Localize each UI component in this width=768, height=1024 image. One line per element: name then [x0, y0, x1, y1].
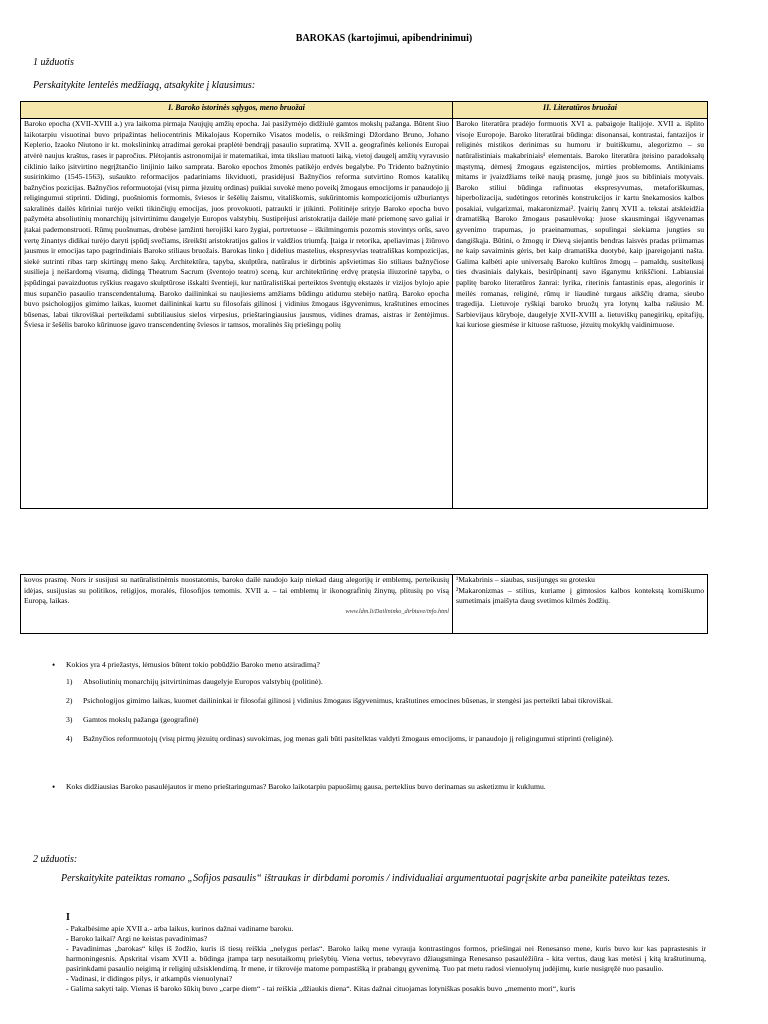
task1-instruction: Perskaitykite lentelės medžiagą, atsakykite į klausimus: — [33, 80, 256, 91]
excerpt-line: - Vadinasi, ir didingos pilys, ir atkampūs vienuolynai? — [66, 974, 233, 983]
footnote-1: ¹Makabrinis – siaubas, susijungęs su grotesku — [456, 575, 595, 584]
section-heading: I — [66, 912, 70, 923]
task1-label: 1 užduotis — [33, 57, 74, 68]
questions-list — [66, 660, 706, 670]
page-title: BAROKAS (kartojimui, apibendrinimui) — [295, 33, 473, 44]
answer-text: Psichologijos gimimo laikas, kuomet dailininkai ir filosofai gilinosi į vidinius žmogaus išgyvenimus, kraštutines emocines būsenas, ir stengėsi jas perteikti labai tikroviškai. — [83, 696, 613, 705]
answer-number: 4) — [66, 734, 73, 743]
answer-4 — [66, 734, 706, 744]
excerpt-line: - Pakalbėsime apie XVII a.- arba laikus, kurinos dažnai vadiname baroku. — [66, 924, 294, 933]
source-link[interactable]: www.ldm.lt/Dailininko_dirbtuve/info.html — [345, 607, 449, 615]
answer-number: 2) — [66, 696, 73, 705]
task2-instruction: Perskaitykite pateiktas romano „Sofijos pasaulis“ ištraukas ir dirbdami poromis / individualiai argumentuotai pagrįskite arba paneikite pateiktas tezes. — [61, 873, 671, 884]
questions-list-2 — [66, 782, 706, 792]
question-2: • Koks didžiausias Baroko pasaulėjautos ir meno prieštaringumas? Baroko laikotarpiu papuošimų gausa, perteklius buvo derinamas su asketizmu ir kuklumu. — [66, 782, 706, 792]
answer-text: Gamtos mokslų pažanga (geografinė) — [83, 715, 199, 724]
question-1: • Kokios yra 4 priežastys, lėmusios būtent tokio pobūdžio Baroko meno atsiradimą? — [66, 660, 706, 670]
col1-text: Baroko epocha (XVII-XVIII a.) yra laikoma pirmaja Naujųjų amžių epocha. Jai pasižymėjo didžiulė gamtos mokslų pažanga. Būtent šiuo laikotarpiu visuotinai buvo pripažintas heliocentrinis Mikalojaus Koperniko Visatos modelis, o reikšmingi Džordano Bruno, Johano Keplerio, Izaoko Niutono ir kt. mokslininkų atradimai gerokai praplėtė bendrąjį pasaulio supratimą. XVII a. geografinės kelionės Europai atvėrė naujus kraštus, rases ir papročius. Plėtojantis astronomijai ir matematikai, imta tiksliau matuoti laiką, vietoj daugelį amžių vyravusio ciklinio laiko įsitvirtino negrįžtančio linijinio laiko samprata. Baroko epochos žmonės patikėjo erdvės begalybe. Po Tridento bažnytinio susirinkimo (1545-1563), sušaukto reformacijos padariniams likviduoti, prasidėjusi Bažnyčios reforma sutvirtino Romos katalikų bažnyčios pozicijas. Bažnyčios reformuotojai (visų pirma jėzuitų ordinas) puikiai suvokė meno poveikį žmogaus emocijoms ir panaudojo jį religingumui stiprinti. Didingi, puošniomis formomis, šviesos ir šešėlių žaismu, vitališkomis, sukūrintomis kompozicijomis užburiantys sakralinės dailės kūriniai turėjo veikti tikinčiųjų emocijas, juos provokuoti, patraukti ir įtikinti. Politinėje srityje Baroko epocha buvo pažymėta absoliutinių monarchijų įsitvirtinimu daugelyje Europos valstybių. Sustiprėjusi aristokratija dailėje matė priemonę savo galiai ir įtakai pademonstruoti. Rūmų puošnumas, drobėse įamžinti herojiški karo žygiai, portretuose – iškilmingomis pozomis stovintys orūs, savo vertę žinantys didikai turėjo daryti įspūdį svečiams, išreikšti aristokratijos galios ir valdžios triumfą. Įtaiga ir retorika, apeliavimas į žiūrovo jausmus ir emocijas tapo pagrindiniais Baroko stiliaus bruožais. Barokas linko į didelius mastelius, ekspresyvias teatrališkas kompozicijas, siekė sutrinti ribas tarp skirtingų meno šakų. Architektūra, tapyba, skulptūra, natūralus ir dirbtinis apšvietimas šio stiliaus bažnyčiose susilieja į neišardomą visumą, didingą Theatrum Sacrum (šventojo teatro) sceną, kur architektūrinę erdvę pratęsia iliuzorinė tapyba, o įspūdingai pavaizduotus ryškius reagavo skulptūrose išskalti šventieji, kur natūralistiškai perteiktos šventųjų ekstazės ir vizijos bylojo apie mus supančio pasaulio transcendentalumą. Baroko dailininkai su naujiesiems amžiams būdingu atidumu stebėjo natūrą. Baroko epocha buvo psichologijos gimimo laikas, kuomet dailininkai kartu su filosofais gilinosi į vidinius žmogaus išgyvenimus, kraštutines emocines būsenas, labai tikroviškai perteikdami subtiliausius sielos virpesius, prieštaringiausius jausmus, vidines dramas, aistras ir žentėjimus. Šviesa ir šešėlis baroko kūrinuose įgavo transcendentinę šviesos ir tamsos, moralinės šių priešingų polių — [24, 119, 449, 330]
answer-number: 3) — [66, 715, 73, 724]
answer-2 — [66, 696, 706, 706]
col2-text: Baroko literatūra pradėjo formuotis XVI a. pabaigoje Italijoje. XVII a. išplito visoje Europoje. Baroko literatūrai būdinga: disonansai, kontrastai, fantazijos ir religinės mistikos derinimas su humoru ir buitiškumu, alegorizmo – su natūralistiniais makabriniais¹ elementais. Baroko literatūra įteisino paradoksalų mąstymą, dėmesį žmogaus egzistencijos, mirties problemoms. Antikiniams mitams ir įvaizdžiams teikė naują prasmę, jungė juos su bibliniais motyvais. Baroko stiliui būdinga rafinuotas ekspresyvumas, metaforiškumas, hiperbolizacija, sudėtingos retorinės konstrukcijos ir kartu šnekamosios kalbos posakiai, vulgarizmai, makaronizmai². Įvairių žanrų XVII a. tekstai atskleidžia dramatišką Baroko žmogaus pasaulėvoką: juose skausmingai išgyvenamas gyvenimo trapumas, jo praeinamumas, sopulingai siekiama jungties su dangiškąja. Būtini, o žmogų ir Dievą siejantis bendras laisvės pradas priimamas ne kaip savaiminis gėris, bet kaip dramatiška duotybė, kaip įpareigojanti našta. Galima kalbėti apie universalų Baroko kultūros žmogų – pamaldų, susitelkusį ties dvasiniais dalykais, besirūpinantį savo išganymu krikščioni. Labiausiai paplitę baroko literatūros žanrai: lyrika, riterinis fantastinis epas, alegorinis ir meilės romanas, religinė, rūmų ir liaudinė turgaus aikščių drama, sieubo tragedija. Lietuvoje ryškiąi baroko bruožų yra lotynų kalba rašiusio M. Sarbievijaus kūryboje, daugelyje XVII-XVIII a. lietuviškų panegirikų, epitafijų, kai kuriose giesmėse ir kituose raštuose, jėzuitų mokyklų vaidinimuose. — [456, 119, 704, 330]
answer-1 — [66, 677, 706, 687]
answer-number: 1) — [66, 677, 73, 686]
col1-continued-text: kovos prasmę. Nors ir susijusi su natūralistinėmis nuostatomis, baroko dailė naudojo kaip niekad daug alegorijų ir emblemų, perteikusių idėjas, susijusias su politikos, religijos, moralės, filosofijos temomis. XVII a. – tai emblemų ir ikonografinių žinynų, plitusių po visą Europą, laikas. — [24, 575, 449, 606]
col1-header: I. Baroko istorinės sąlygos, meno bruožai — [21, 102, 453, 119]
info-table — [20, 101, 708, 509]
info-table-continued — [20, 574, 708, 634]
col2-header: II. Literatūros bruožai — [453, 102, 708, 119]
footnote-2: ²Makaronizmas – stilius, kuriame į gimtosios kalbos kontekstą komiškumo sumetimais įmaišyta daug svetimos kilmės žodžių. — [456, 585, 704, 606]
excerpt-line: - Galima sakyti taip. Vienas iš baroko šūkių buvo „carpe diem“ - tai reiškia „džiaukis diena“. Kitas dažnai cituojamas lotyniškas posakis buvo „memento mori“, kuris — [66, 984, 576, 993]
excerpt-text — [66, 924, 706, 1024]
answer-text: Absoliutinių monarchijų įsitvirtinimas daugelyje Europos valstybių (politinė). — [83, 677, 323, 686]
answers-list — [66, 677, 706, 744]
excerpt-line: - Pavadinimas „barokas“ kilęs iš žodžio, kuris iš tiesų reiškia „nelygus perlas“. Baroko laikų mene vyrauja kontrastingos formos, priešingai nei Renesanso mene, kuris buvo kur kas paprastesnis ir harmoningesnis. Apskritai visam XVII a. būdinga įtampa tarp nesutaikomų priešybių. Viena vertus, tebevyravo džiaugsminga Renesanso pasaulėžiūra - kita vertus, daug kas metėsi į kitą kraštutinumą, pasirinkdami pasaulio neigimą ir religinį užsisklendimą. Ir mene, ir tikrovėje matome pompastišką ir prabangų gyvenimą. Tuo pat metu radosi vienuolynų judėjimų, kurie nusigręžė nuo pasaulio. — [66, 944, 706, 973]
answer-3 — [66, 715, 706, 725]
excerpt-line: - Baroko laikai? Argi ne keistas pavadinimas? — [66, 934, 208, 943]
task2-label: 2 užduotis: — [33, 854, 78, 865]
answer-text: Bažnyčios reformuotojų (visų pirmų jėzuitų ordinas) suvokimas, jog menas gali būti pasitelktas valdyti žmogaus emocijoms, ir panaudojo jį religingumui stiprinti (religinė). — [83, 734, 614, 743]
